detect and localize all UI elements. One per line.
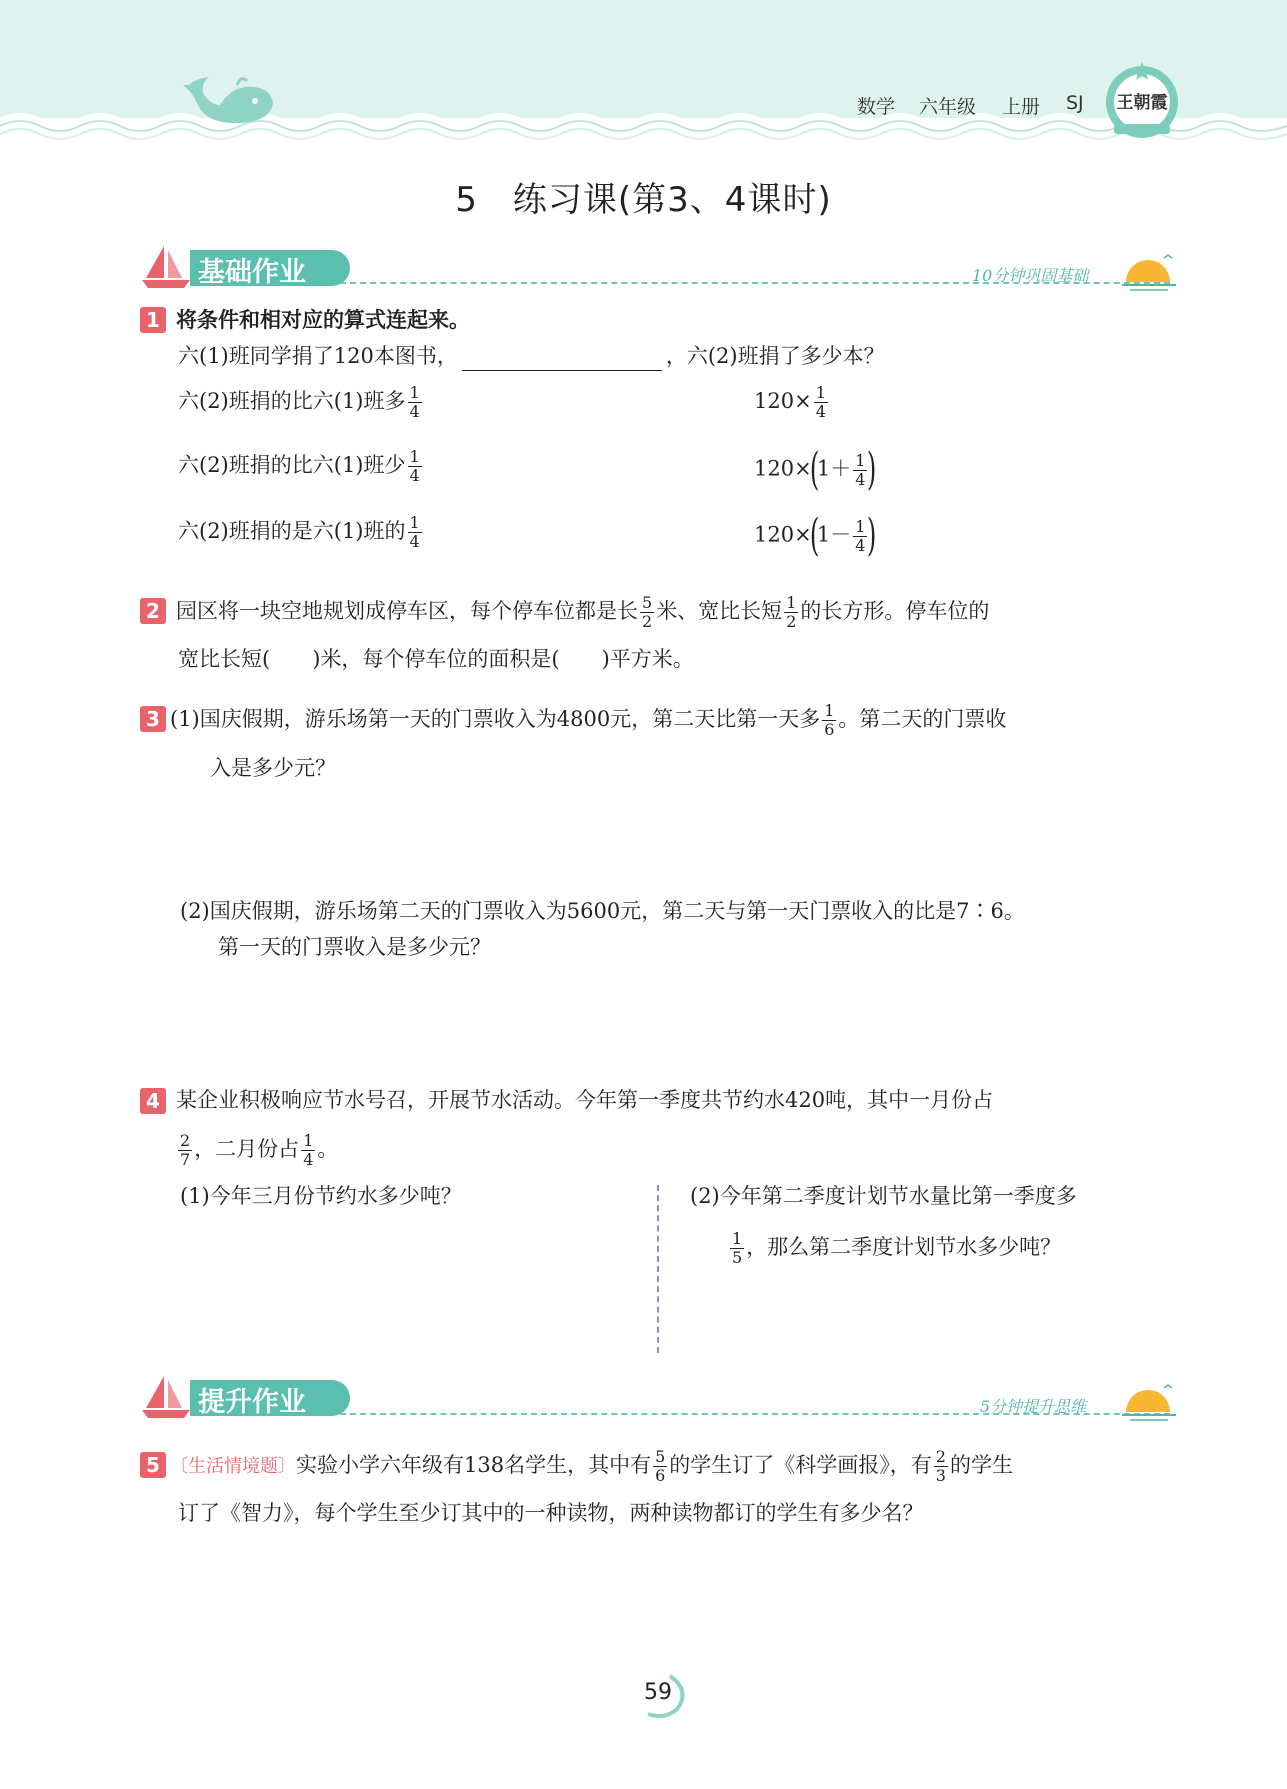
section-basic-tip: 10分钟巩固基础: [972, 266, 1089, 285]
fraction: [784, 594, 798, 631]
match-right-item[interactable]: [754, 384, 830, 421]
fraction-numerator: 1: [824, 701, 835, 720]
fraction-numerator: 1: [732, 1229, 743, 1248]
question-3-part-2: (2)国庆假期，游乐场第二天的门票收入为5600元，第二天与第一天门票收入的比是7∶6。: [180, 899, 1025, 923]
question-1-number: 1: [140, 307, 166, 333]
fraction-numerator: 1: [303, 1131, 314, 1150]
fraction: [408, 384, 422, 421]
fraction-numerator: 2: [180, 1131, 191, 1150]
fraction-numerator: 1: [409, 513, 420, 532]
question-4-sub-2-cont: [728, 1230, 1061, 1267]
fraction: [934, 1448, 948, 1485]
fraction-denominator: 4: [303, 1150, 314, 1169]
fraction: [640, 594, 654, 631]
page-title: 5 练习课(第3、4课时): [455, 180, 832, 220]
section-basic-label: 基础作业: [198, 257, 306, 288]
right-paren: ): [867, 510, 877, 561]
fraction: [814, 384, 828, 421]
question-2-text-a: 园区将一块空地规划成停车区，每个停车位都是长: [176, 599, 638, 623]
fraction: [853, 518, 867, 555]
header-grade: 六年级: [919, 96, 977, 118]
whale-icon: [175, 75, 285, 130]
fraction: [822, 702, 836, 739]
question-3-part-1: [170, 702, 1006, 739]
question-3-part-1-text-b: 。第二天的门票收: [838, 707, 1007, 731]
question-3-number: 3: [140, 706, 166, 732]
question-1-stem-part-a: 六(1)班同学捐了120本图书，: [178, 344, 458, 368]
question-3-part-1-cont: 入是多少元？: [210, 756, 336, 780]
fraction: [653, 1448, 667, 1485]
question-2-line-1: [176, 594, 989, 631]
fraction-numerator: 1: [409, 447, 420, 466]
match-left-item[interactable]: [178, 384, 424, 421]
fraction-numerator: 1: [786, 593, 797, 612]
header-edition: SJ: [1066, 92, 1084, 114]
question-5-line-2: 订了《智力》，每个学生至少订其中的一种读物，两种读物都订的学生有多少名？: [178, 1501, 924, 1525]
match-right-item[interactable]: [754, 510, 877, 561]
header-subject: 数学: [857, 96, 896, 118]
question-4-number: 4: [140, 1088, 166, 1114]
fraction: [408, 448, 422, 485]
formula-prefix: 120×: [754, 522, 812, 547]
question-5-number: 5: [140, 1452, 166, 1478]
section-advanced-label: 提升作业: [198, 1387, 306, 1418]
answer-blank[interactable]: [462, 348, 662, 371]
question-5-text-a: 实验小学六年级有138名学生，其中有: [296, 1453, 652, 1477]
publisher-logo: [1100, 58, 1184, 142]
left-paren: (: [809, 510, 819, 561]
question-2-text-b: 米、宽比长短: [656, 599, 783, 623]
header-volume: 上册: [1002, 96, 1041, 118]
question-5-text-b: 的学生订了《科学画报》，有: [669, 1453, 932, 1477]
fraction-numerator: 1: [815, 383, 826, 402]
page-number: 59: [644, 1680, 672, 1705]
question-4-sub-1: (1)今年三月份节约水多少吨？: [180, 1184, 462, 1208]
fraction-denominator: 6: [655, 1466, 666, 1485]
formula-prefix: 120×: [754, 456, 812, 481]
question-3-part-1-text: (1)国庆假期，游乐场第一天的门票收入为4800元，第二天比第一天多: [170, 707, 821, 731]
sunset-icon: [1120, 252, 1178, 294]
formula-inner: 1＋: [816, 456, 852, 481]
question-4-text-end: 。: [317, 1137, 339, 1161]
question-5-line-1: [170, 1448, 1013, 1485]
question-3-part-2-cont: 第一天的门票收入是多少元？: [218, 935, 491, 959]
question-4-line-1: 某企业积极响应节水号召，开展节水活动。今年第一季度共节约水420吨，其中一月份占: [176, 1088, 994, 1112]
fraction-numerator: 5: [642, 593, 653, 612]
fraction-denominator: 4: [855, 469, 866, 489]
fraction-numerator: 2: [935, 1447, 946, 1466]
match-left-item[interactable]: [178, 514, 424, 551]
match-left-item[interactable]: [178, 448, 424, 485]
question-5-text-c: 的学生: [949, 1453, 1013, 1477]
fraction: [178, 1132, 192, 1169]
fraction-denominator: 2: [786, 612, 797, 631]
fraction-denominator: 6: [824, 720, 835, 739]
section-advanced-tip: 5分钟提升思维: [980, 1397, 1087, 1416]
question-2-number: 2: [140, 598, 166, 624]
question-1-stem-part-b: ，六(2)班捐了多少本？: [665, 344, 885, 368]
answer-area-divider: [657, 1185, 659, 1353]
fraction-denominator: 4: [855, 535, 866, 555]
fraction-denominator: 7: [180, 1150, 191, 1169]
fraction: [853, 452, 867, 489]
sunset-icon: [1120, 1382, 1178, 1424]
fraction-denominator: 4: [815, 402, 826, 421]
formula-inner: 1－: [816, 522, 852, 547]
question-2-text-c: 的长方形。停车位的: [800, 599, 990, 623]
match-left-text: 六(2)班捐的是六(1)班的: [178, 519, 406, 543]
fraction-denominator: 3: [935, 1466, 946, 1485]
fraction: [408, 514, 422, 551]
question-4-sub-2-text: ，那么第二季度计划节水多少吨？: [746, 1235, 1062, 1259]
question-4-text-mid: ，二月份占: [194, 1137, 300, 1161]
fraction-denominator: 4: [409, 466, 420, 485]
fraction-denominator: 5: [732, 1248, 743, 1267]
fraction-numerator: 1: [855, 516, 866, 536]
match-left-text: 六(2)班捐的比六(1)班多: [178, 389, 406, 413]
fraction-denominator: 2: [642, 612, 653, 631]
question-4-line-2: [176, 1132, 338, 1169]
question-1-stem: [178, 341, 885, 371]
question-4-sub-2: (2)今年第二季度计划节水量比第一季度多: [690, 1184, 1077, 1208]
fraction-denominator: 4: [409, 402, 420, 421]
fraction: [301, 1132, 315, 1169]
left-paren: (: [809, 444, 819, 495]
fraction-denominator: 4: [409, 532, 420, 551]
match-right-item[interactable]: [754, 444, 877, 495]
fraction-numerator: 1: [409, 383, 420, 402]
right-paren: ): [867, 444, 877, 495]
fraction: [730, 1230, 744, 1267]
question-2-line-2[interactable]: 宽比长短( )米，每个停车位的面积是( )平方米。: [178, 647, 694, 671]
match-left-text: 六(2)班捐的比六(1)班少: [178, 453, 406, 477]
fraction-numerator: 5: [655, 1447, 666, 1466]
question-5-tag: 〔生活情境题〕: [170, 1456, 296, 1477]
question-1-prompt: 将条件和相对应的算式连起来。: [176, 308, 470, 332]
fraction-numerator: 1: [855, 450, 866, 470]
formula-prefix: 120×: [754, 389, 812, 413]
logo-text: 王朝霞: [1116, 93, 1168, 113]
